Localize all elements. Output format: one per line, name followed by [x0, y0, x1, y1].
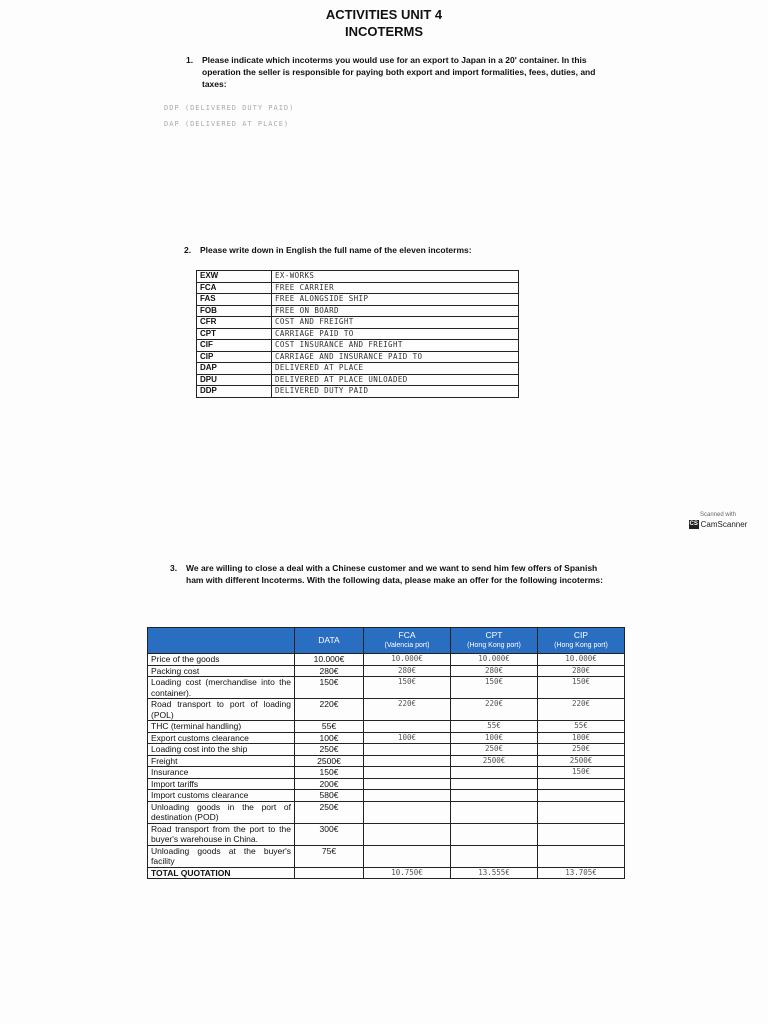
- offer-fca-value: [364, 744, 451, 756]
- offer-cpt-value: 250€: [451, 744, 538, 756]
- offer-concept: Unloading goods at the buyer's facility: [148, 845, 295, 867]
- incoterm-row: [197, 328, 519, 340]
- offer-cip-value: 55€: [538, 721, 625, 733]
- incoterm-code: DPU: [197, 374, 272, 386]
- offer-cpt-value: 100€: [451, 732, 538, 744]
- offer-header-cip: CIP (Hong Kong port): [538, 628, 625, 654]
- title-line-1: ACTIVITIES UNIT 4: [325, 7, 443, 22]
- offer-fca-value: [364, 845, 451, 867]
- offer-cpt-value: [451, 823, 538, 845]
- incoterm-name: CARRIAGE PAID TO: [272, 328, 519, 340]
- offer-data-value: 2500€: [295, 755, 364, 767]
- incoterm-code: DAP: [197, 363, 272, 375]
- offer-cip-value: 10.000€: [538, 654, 625, 666]
- offer-cpt-value: 2500€: [451, 755, 538, 767]
- incoterm-code: CIP: [197, 351, 272, 363]
- offer-cip-value: 100€: [538, 732, 625, 744]
- answer-1-line-2: DAP (DELIVERED AT PLACE): [164, 120, 290, 128]
- offer-cpt-value: [451, 767, 538, 779]
- question-3-text: We are willing to close a deal with a Chinese customer and we want to send him few offers of Spanish ham with different Incoterms. With the following data, please make an offer for the following incoterms:: [186, 563, 603, 585]
- offer-fca-value: 100€: [364, 732, 451, 744]
- offer-concept: Freight: [148, 755, 295, 767]
- incoterm-code: FAS: [197, 294, 272, 306]
- offer-row: [148, 665, 625, 677]
- offer-fca-value: [364, 778, 451, 790]
- offer-row: [148, 654, 625, 666]
- incoterm-row: [197, 294, 519, 306]
- incoterm-name: FREE ALONGSIDE SHIP: [272, 294, 519, 306]
- offer-concept: Road transport to port of loading (POL): [148, 699, 295, 721]
- offer-table: [147, 627, 625, 879]
- offer-fca-value: 280€: [364, 665, 451, 677]
- offer-concept: Import tariffs: [148, 778, 295, 790]
- question-1-number: 1.: [186, 55, 194, 65]
- offer-row: [148, 845, 625, 867]
- offer-cip-value: [538, 845, 625, 867]
- offer-data-value: 200€: [295, 778, 364, 790]
- offer-cpt-value: 280€: [451, 665, 538, 677]
- incoterm-code: FCA: [197, 282, 272, 294]
- incoterm-name: EX-WORKS: [272, 271, 519, 283]
- incoterm-row: [197, 340, 519, 352]
- offer-row: [148, 699, 625, 721]
- offer-total-cpt: 13.555€: [451, 867, 538, 879]
- offer-cpt-value: 220€: [451, 699, 538, 721]
- incoterm-code: CFR: [197, 317, 272, 329]
- offer-row: [148, 790, 625, 802]
- incoterm-row: [197, 271, 519, 283]
- offer-cpt-value: 10.000€: [451, 654, 538, 666]
- offer-concept: Packing cost: [148, 665, 295, 677]
- offer-row: [148, 801, 625, 823]
- offer-row: [148, 721, 625, 733]
- offer-data-value: 75€: [295, 845, 364, 867]
- offer-cip-value: 150€: [538, 767, 625, 779]
- offer-header-fca: FCA (Valencia port): [364, 628, 451, 654]
- offer-row: [148, 677, 625, 699]
- title-line-2: INCOTERMS: [345, 24, 423, 39]
- incoterm-row: [197, 386, 519, 398]
- offer-concept: Export customs clearance: [148, 732, 295, 744]
- question-1: [186, 54, 602, 90]
- offer-cpt-value: [451, 778, 538, 790]
- offer-fca-value: 150€: [364, 677, 451, 699]
- incoterm-row: [197, 305, 519, 317]
- offer-data-value: 250€: [295, 744, 364, 756]
- offer-header-blank: [148, 628, 295, 654]
- offer-concept: THC (terminal handling): [148, 721, 295, 733]
- offer-fca-value: [364, 721, 451, 733]
- incoterm-row: [197, 363, 519, 375]
- scanner-brand: CamScanner: [700, 520, 748, 529]
- incoterm-name: COST INSURANCE AND FREIGHT: [272, 340, 519, 352]
- question-1-text: Please indicate which incoterms you would use for an export to Japan in a 20' container. In this operation the seller is responsible for paying both export and import formalities, fees, duties, and taxes:: [202, 55, 596, 89]
- offer-concept: Import customs clearance: [148, 790, 295, 802]
- incoterm-name: DELIVERED AT PLACE: [272, 363, 519, 375]
- offer-concept: Insurance: [148, 767, 295, 779]
- offer-cpt-value: 150€: [451, 677, 538, 699]
- offer-row: [148, 755, 625, 767]
- offer-total-fca: 10.750€: [364, 867, 451, 879]
- offer-data-value: 150€: [295, 767, 364, 779]
- incoterm-code: CIF: [197, 340, 272, 352]
- offer-cpt-value: [451, 801, 538, 823]
- offer-cip-value: [538, 790, 625, 802]
- offer-cip-value: 150€: [538, 677, 625, 699]
- offer-cip-value: [538, 801, 625, 823]
- offer-data-value: 55€: [295, 721, 364, 733]
- incoterm-code: FOB: [197, 305, 272, 317]
- incoterm-row: [197, 351, 519, 363]
- offer-cip-value: 250€: [538, 744, 625, 756]
- incoterm-name: DELIVERED DUTY PAID: [272, 386, 519, 398]
- incoterm-name: DELIVERED AT PLACE UNLOADED: [272, 374, 519, 386]
- offer-cip-value: [538, 778, 625, 790]
- camscanner-logo-icon: CS: [689, 521, 698, 527]
- incoterm-name: COST AND FREIGHT: [272, 317, 519, 329]
- question-2: [184, 244, 600, 256]
- offer-data-value: 250€: [295, 801, 364, 823]
- offer-total-row: [148, 867, 625, 879]
- offer-data-value: 10.000€: [295, 654, 364, 666]
- offer-cip-value: 2500€: [538, 755, 625, 767]
- offer-concept: Loading cost (merchandise into the container).: [148, 677, 295, 699]
- offer-row: [148, 732, 625, 744]
- scanner-badge: [680, 512, 756, 529]
- offer-fca-value: [364, 790, 451, 802]
- answer-1-line-1: DDP (DELIVERED DUTY PAID): [164, 104, 295, 112]
- offer-concept: Price of the goods: [148, 654, 295, 666]
- incoterm-name: CARRIAGE AND INSURANCE PAID TO: [272, 351, 519, 363]
- offer-total-cip: 13.705€: [538, 867, 625, 879]
- question-3-number: 3.: [170, 563, 178, 573]
- offer-fca-value: 220€: [364, 699, 451, 721]
- incoterm-name: FREE ON BOARD: [272, 305, 519, 317]
- offer-fca-value: [364, 801, 451, 823]
- offer-fca-value: 10.000€: [364, 654, 451, 666]
- question-2-text: Please write down in English the full name of the eleven incoterms:: [200, 245, 472, 255]
- incoterm-code: CPT: [197, 328, 272, 340]
- offer-total-label: TOTAL QUOTATION: [148, 867, 295, 879]
- offer-header-row: [148, 628, 625, 654]
- incoterm-name: FREE CARRIER: [272, 282, 519, 294]
- incoterm-code: EXW: [197, 271, 272, 283]
- offer-data-value: 300€: [295, 823, 364, 845]
- offer-cip-value: 220€: [538, 699, 625, 721]
- offer-data-value: 150€: [295, 677, 364, 699]
- offer-header-data: DATA: [295, 628, 364, 654]
- offer-cpt-value: [451, 790, 538, 802]
- offer-concept: Loading cost into the ship: [148, 744, 295, 756]
- offer-cip-value: [538, 823, 625, 845]
- offer-row: [148, 778, 625, 790]
- offer-fca-value: [364, 823, 451, 845]
- offer-concept: Road transport from the port to the buyer's warehouse in China.: [148, 823, 295, 845]
- offer-row: [148, 767, 625, 779]
- question-3: [170, 562, 616, 586]
- offer-total-data: [295, 867, 364, 879]
- question-2-number: 2.: [184, 245, 192, 255]
- offer-concept: Unloading goods in the port of destination (POD): [148, 801, 295, 823]
- offer-row: [148, 823, 625, 845]
- incoterm-row: [197, 374, 519, 386]
- offer-data-value: 220€: [295, 699, 364, 721]
- scanner-line: Scanned with: [699, 512, 737, 518]
- offer-header-cpt: CPT (Hong Kong port): [451, 628, 538, 654]
- incoterm-row: [197, 282, 519, 294]
- offer-data-value: 280€: [295, 665, 364, 677]
- offer-fca-value: [364, 755, 451, 767]
- incoterms-table: [196, 270, 519, 398]
- offer-row: [148, 744, 625, 756]
- incoterm-code: DDP: [197, 386, 272, 398]
- offer-cpt-value: [451, 845, 538, 867]
- page-title: [0, 6, 768, 40]
- offer-fca-value: [364, 767, 451, 779]
- offer-cpt-value: 55€: [451, 721, 538, 733]
- offer-data-value: 100€: [295, 732, 364, 744]
- incoterm-row: [197, 317, 519, 329]
- offer-cip-value: 280€: [538, 665, 625, 677]
- offer-data-value: 580€: [295, 790, 364, 802]
